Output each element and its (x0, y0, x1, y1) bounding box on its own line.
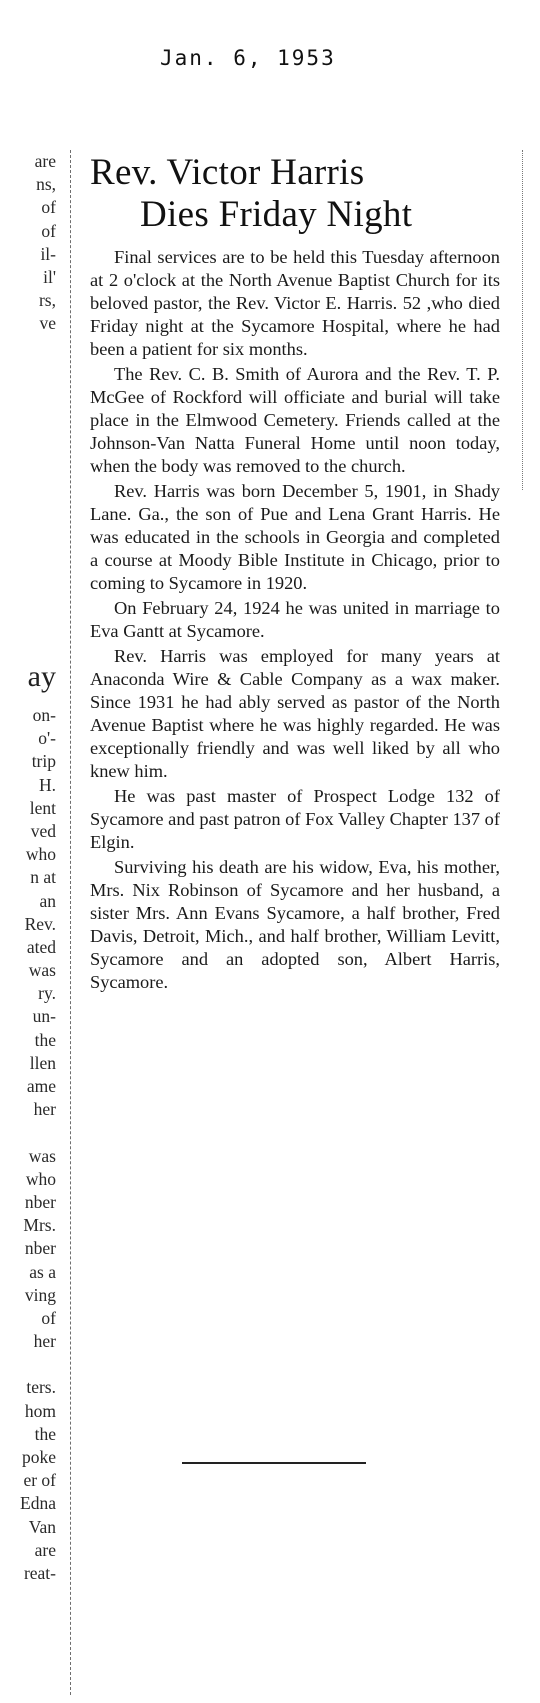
adjacent-column-fragment (0, 1121, 56, 1144)
adjacent-column-fragment: on- (32, 705, 56, 725)
adjacent-column-fragment: H. (38, 774, 56, 795)
adjacent-column-fragment: was (28, 1145, 56, 1166)
adjacent-column-fragment: her (33, 1099, 56, 1120)
adjacent-column-fragment: of (41, 1307, 56, 1328)
adjacent-column-fragment: her (33, 1331, 56, 1352)
clipping-edge (522, 150, 523, 490)
headline-line-2: Dies Friday Night (140, 194, 413, 235)
adjacent-column-fragment: trip (31, 751, 56, 772)
adjacent-column-fragment: the (34, 1423, 56, 1444)
adjacent-column-fragment: il' (43, 266, 56, 287)
adjacent-column-fragment: nber (24, 1191, 56, 1212)
adjacent-column-fragment: are (34, 1539, 56, 1560)
adjacent-column-fragment: er of (23, 1470, 56, 1491)
article-paragraph: Surviving his death are his widow, Eva, his mother, Mrs. Nix Robinson of Sycamore and her husband, a sister Mrs. Ann Evans Sycamore, a half brother, Fred Davis, Detroit, Mich., and half brother, William Levitt, Sycamore and an adopted son, Albert Harris, Sycamore. (90, 857, 500, 992)
adjacent-column-fragment: as a (29, 1261, 56, 1282)
adjacent-column-fragment: the (34, 1029, 56, 1050)
obituary-article (90, 152, 500, 996)
adjacent-column-fragment: un- (32, 1006, 56, 1027)
adjacent-column-fragment: an (39, 890, 56, 911)
adjacent-column-fragment: are (34, 151, 56, 171)
adjacent-column-fragment: of (41, 197, 56, 218)
adjacent-column-fragment: was (28, 960, 56, 981)
adjacent-column-fragment: n at (30, 867, 56, 888)
article-paragraph: He was past master of Prospect Lodge 132 of Sycamore and past patron of Fox Valley Chapter 137 of Elgin. (90, 786, 500, 852)
publication-date: Jan. 6, 1953 (160, 46, 336, 70)
adjacent-column-fragment: o'- (38, 728, 56, 749)
adjacent-column-lower-fragments (0, 704, 56, 1585)
headline-line-1: Rev. Victor Harris (90, 152, 365, 193)
adjacent-column-fragment: Van (28, 1516, 56, 1537)
adjacent-column-fragment: ry. (38, 983, 56, 1004)
adjacent-column-fragment: ving (24, 1284, 56, 1305)
article-paragraph: Rev. Harris was employed for many years at Anaconda Wire & Cable Company as a wax maker. Since 1931 he had ably served as pastor of the North Avenue Baptist where he was highly regarded. He was exceptionally friendly and was well liked by all who knew him. (90, 646, 500, 781)
adjacent-column-fragment: poke (21, 1447, 56, 1467)
article-paragraph: Rev. Harris was born December 5, 1901, in Shady Lane. Ga., the son of Pue and Lena Grant Harris. He was educated in the schools in Georgia and completed a course at Moody Bible Institute in Chicago, prior to coming to Sycamore in 1920. (90, 481, 500, 593)
adjacent-column-fragment: il- (40, 243, 56, 264)
article-headline (90, 152, 500, 236)
adjacent-column-fragment: llen (29, 1052, 56, 1073)
adjacent-column-fragment: ns, (36, 174, 56, 195)
adjacent-column-fragment: ated (26, 936, 56, 957)
article-end-rule (182, 1462, 366, 1464)
adjacent-column-fragment: of (41, 220, 56, 241)
adjacent-column-fragment: who (25, 844, 56, 865)
article-paragraph: The Rev. C. B. Smith of Aurora and the Rev. T. P. McGee of Rockford will officiate and burial will take place in the Elmwood Cemetery. Friends called at the Johnson-Van Natta Funeral Home until noon today, when the body was removed to the church. (90, 364, 500, 476)
adjacent-column-fragment: rs, (38, 290, 56, 311)
adjacent-column-fragment: who (25, 1168, 56, 1189)
adjacent-column-top-fragments (0, 150, 56, 336)
adjacent-column-fragment: hom (24, 1400, 56, 1421)
adjacent-column-fragment: Mrs. (23, 1215, 56, 1236)
adjacent-column-fragment (0, 1353, 56, 1376)
adjacent-column-fragment: Rev. (24, 913, 56, 934)
column-divider (70, 150, 71, 1695)
adjacent-column-fragment: reat- (23, 1562, 56, 1583)
adjacent-column-fragment: ved (30, 820, 56, 841)
article-paragraph: Final services are to be held this Tuesday afternoon at 2 o'clock at the North Avenue Baptist Church for its beloved pastor, the Rev. Victor E. Harris. 52 ,who died Friday night at the Sycamore Hospital, where he had been a patient for six months. (90, 247, 500, 359)
adjacent-column-heading-fragment: ay (27, 660, 56, 693)
adjacent-column-fragment: lent (29, 797, 56, 818)
adjacent-column-fragment: ame (26, 1076, 56, 1096)
adjacent-column-fragment: ters. (26, 1377, 56, 1398)
article-body (90, 246, 500, 994)
article-paragraph: On February 24, 1924 he was united in marriage to Eva Gantt at Sycamore. (90, 598, 500, 641)
adjacent-column-fragment: nber (24, 1238, 56, 1259)
adjacent-column-fragment: Edna (20, 1493, 56, 1514)
adjacent-column-fragment: ve (39, 313, 56, 334)
